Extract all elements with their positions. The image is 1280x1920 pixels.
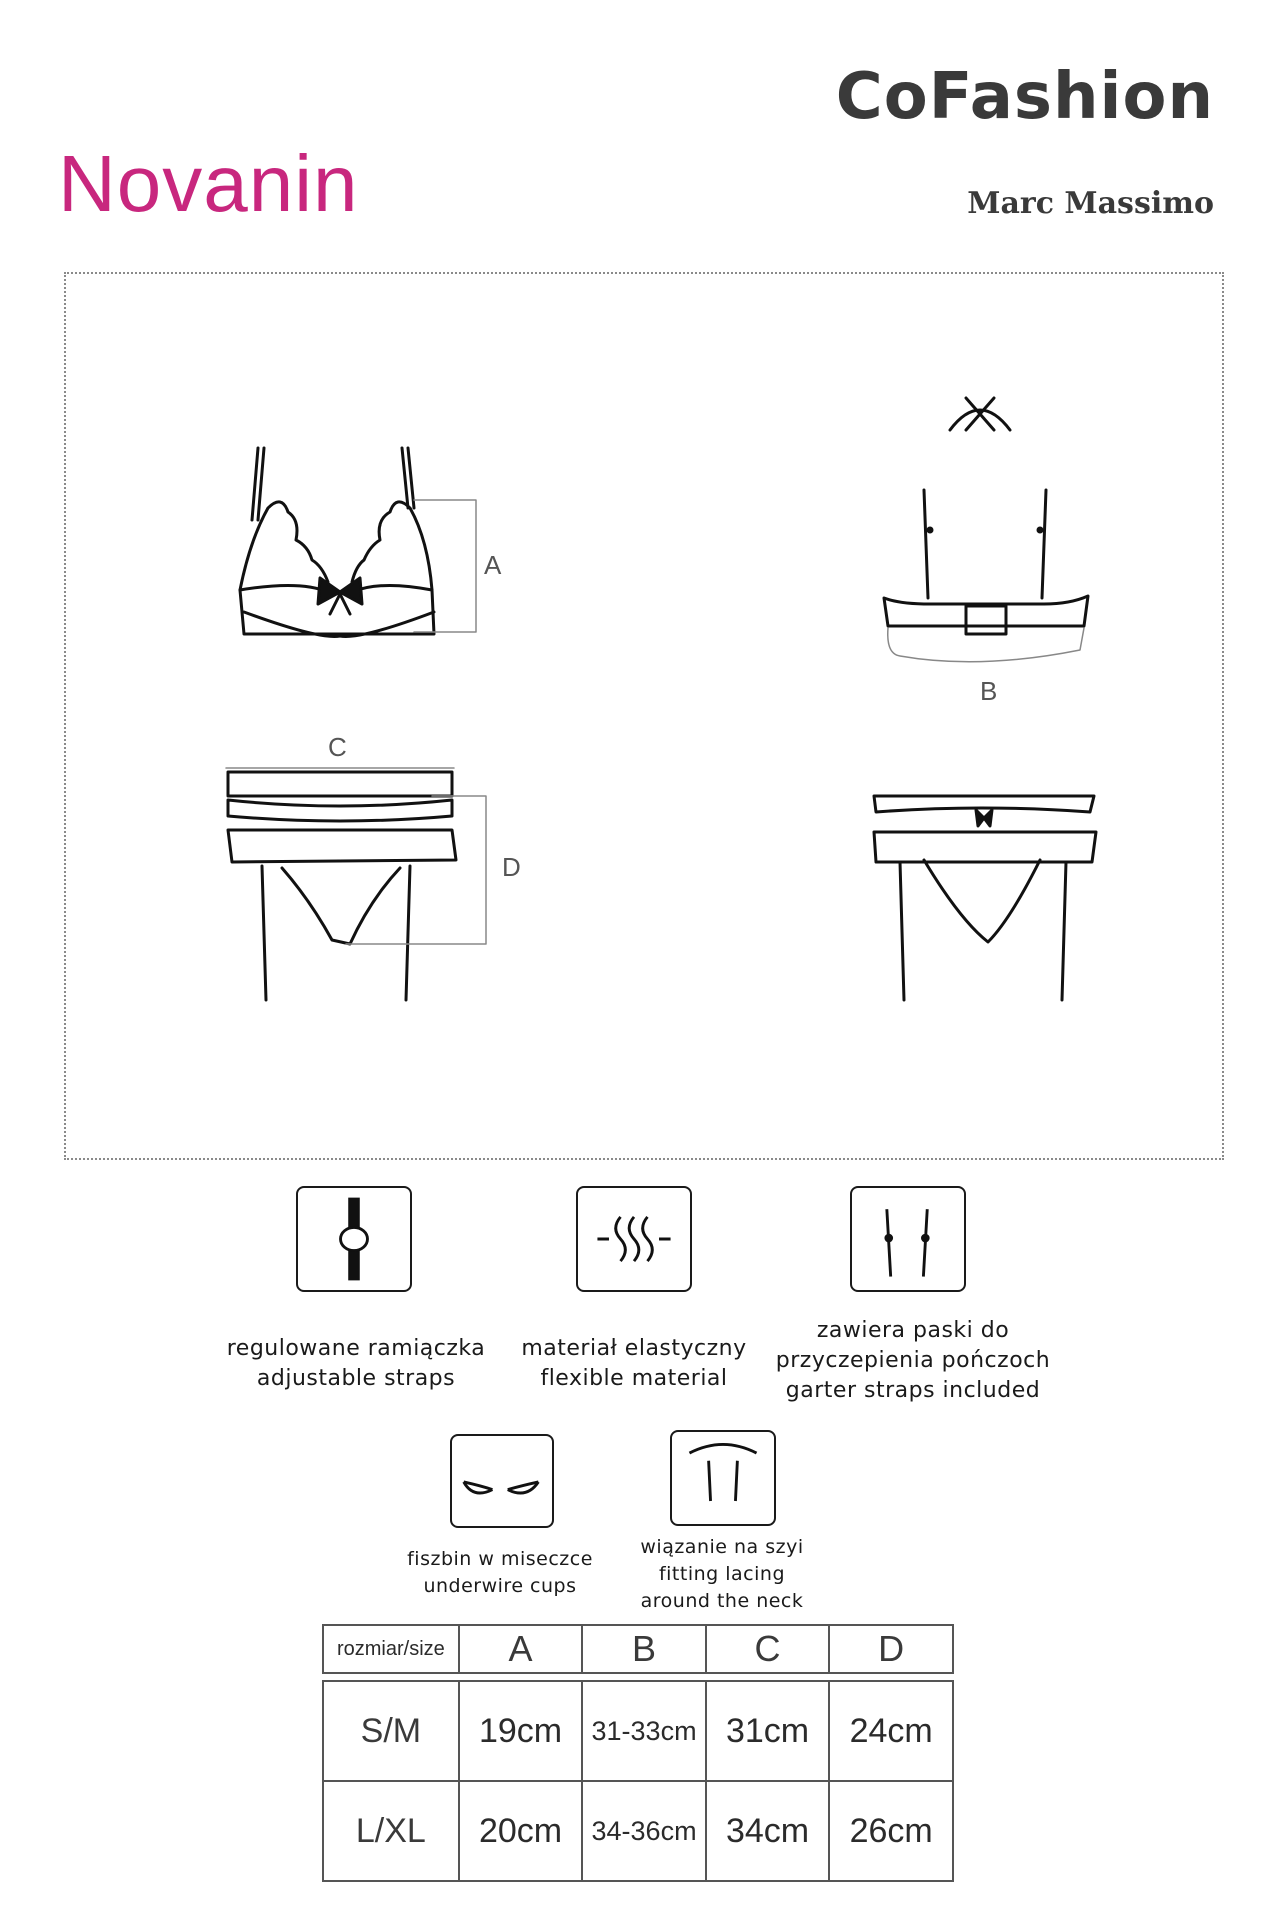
garter-belt-front-drawing bbox=[228, 772, 456, 1000]
table-spacer bbox=[323, 1673, 953, 1681]
measure-cell: 34cm bbox=[706, 1781, 830, 1881]
feature-label-en: adjustable straps bbox=[256, 1366, 456, 1391]
sub-brand-logo: Marc Massimo bbox=[967, 186, 1214, 221]
measure-cell: 31-33cm bbox=[582, 1681, 705, 1781]
adjustable-strap-icon bbox=[296, 1186, 412, 1292]
measure-cell: 24cm bbox=[829, 1681, 953, 1781]
column-header: D bbox=[829, 1625, 953, 1673]
garter-belt-back-drawing bbox=[874, 796, 1096, 1000]
measure-cell: 34-36cm bbox=[582, 1781, 705, 1881]
product-name: Novanin bbox=[58, 139, 359, 228]
feature-garter-straps bbox=[758, 1316, 1068, 1406]
feature-label-en: around the neck bbox=[640, 1590, 804, 1612]
feature-flexible-material bbox=[496, 1334, 772, 1394]
neck-lacing-icon bbox=[670, 1430, 776, 1526]
measure-cell: 31cm bbox=[706, 1681, 830, 1781]
size-header-label: rozmiar/size bbox=[323, 1625, 459, 1673]
dimension-label-c: C bbox=[328, 732, 347, 762]
size-cell: S/M bbox=[323, 1681, 459, 1781]
elastic-material-icon bbox=[576, 1186, 692, 1292]
bra-front-drawing bbox=[240, 448, 434, 637]
table-row bbox=[323, 1781, 953, 1881]
feature-label-en: underwire cups bbox=[423, 1575, 577, 1597]
underwire-cups-icon bbox=[450, 1434, 554, 1528]
feature-label-pl: przyczepienia pończoch bbox=[775, 1348, 1051, 1373]
feature-label-pl: materiał elastyczny bbox=[521, 1336, 747, 1361]
table-header-row bbox=[323, 1625, 953, 1673]
brand-logo: CoFashion bbox=[835, 60, 1214, 134]
dimension-label-a: A bbox=[484, 550, 502, 580]
feature-neck-lacing bbox=[604, 1534, 840, 1615]
size-table bbox=[322, 1624, 954, 1882]
feature-label-pl: regulowane ramiączka bbox=[226, 1336, 486, 1361]
dimension-label-b: B bbox=[980, 676, 998, 706]
feature-label-pl: wiązanie na szyi bbox=[640, 1536, 804, 1558]
feature-underwire-cups bbox=[374, 1546, 626, 1600]
size-cell: L/XL bbox=[323, 1781, 459, 1881]
feature-adjustable-straps bbox=[214, 1334, 498, 1394]
dimension-label-d: D bbox=[502, 852, 521, 882]
feature-label-pl: zawiera paski do bbox=[816, 1318, 1010, 1343]
column-header: A bbox=[459, 1625, 583, 1673]
feature-label-en: fitting lacing bbox=[658, 1563, 786, 1585]
table-row bbox=[323, 1681, 953, 1781]
measure-cell: 19cm bbox=[459, 1681, 583, 1781]
column-header: B bbox=[582, 1625, 705, 1673]
feature-label-pl: fiszbin w miseczce bbox=[407, 1548, 593, 1570]
feature-label-en: garter straps included bbox=[785, 1378, 1041, 1403]
measure-cell: 26cm bbox=[829, 1781, 953, 1881]
bra-back-drawing bbox=[884, 398, 1088, 634]
feature-label-en: flexible material bbox=[540, 1366, 728, 1391]
measure-cell: 20cm bbox=[459, 1781, 583, 1881]
garter-straps-icon bbox=[850, 1186, 966, 1292]
column-header: C bbox=[706, 1625, 830, 1673]
